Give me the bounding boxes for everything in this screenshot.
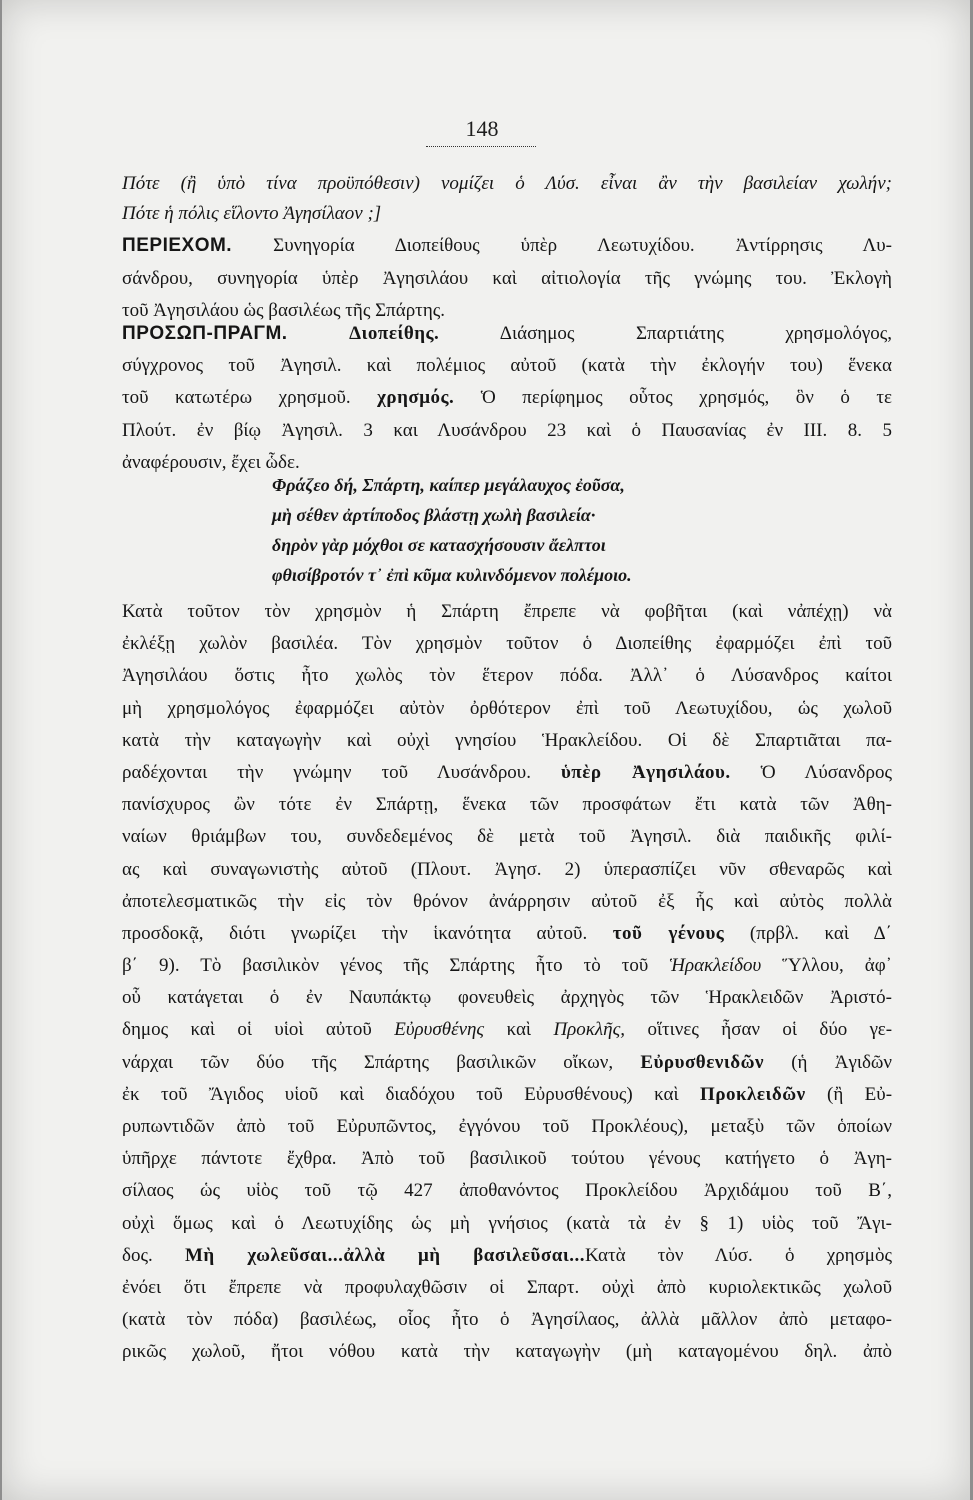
body-line: οὗ κατάγεται ὁ ἐν Ναυπάκτῳ φονευθεὶς ἀρχηγὸς τῶν Ἡρακλειδῶν Ἀριστό- — [122, 987, 892, 1009]
body-line: Ἀγησιλάου ὅστις ἦτο χωλὸς τὸν ἕτερον πόδα. Ἀλλ᾿ ὁ Λύσανδρος καίτοι — [122, 665, 892, 687]
body-line — [122, 1240, 892, 1272]
contents-line-1 — [122, 230, 892, 262]
persons-line-4: Πλούτ. ἐν βίῳ Ἀγησιλ. 3 και Λυσάνδρου 23 καὶ ὁ Παυσανίας ἐν ΙΙΙ. 8. 5 — [122, 419, 892, 441]
body-line — [122, 1047, 892, 1079]
body-text-span: καὶ — [506, 1019, 532, 1041]
body-text-span: δημος καὶ οἱ υἱοὶ αὐτοῦ — [122, 1019, 372, 1041]
body-text — [122, 596, 892, 1369]
term-me-choleusai: Μὴ χωλεῦσαι...ἀλλὰ μὴ βασιλεῦσαι... — [184, 1244, 585, 1266]
persons-text-3a: τοῦ κατωτέρω χρησμοῦ. — [122, 387, 351, 409]
body-text-span: προσδοκᾷ, διότι γνωρίζει τὴν ἱκανότητα αὐτοῦ. — [122, 922, 588, 944]
persons-label: ΠΡΟΣΩΠ-ΠΡΑΓΜ. — [122, 323, 288, 344]
persons-section — [122, 318, 892, 479]
body-text-span: νάρχαι τῶν δύο τῆς Σπάρτης βασιλικῶν οἴκων, — [122, 1051, 614, 1073]
body-line: (κατὰ τὸν πόδα) βασιλέως, οἷος ἦτο ὁ Ἀγησίλαος, ἀλλὰ μᾶλλον ἀπὸ μεταφο- — [122, 1309, 892, 1331]
italic-eurysthenes: Εὐρυσθένης — [394, 1019, 485, 1041]
body-line: Κατὰ τοῦτον τὸν χρησμὸν ἡ Σπάρτη ἔπρεπε νὰ φοβῆται (καὶ νἀπέχῃ) νὰ — [122, 601, 892, 622]
body-line: πανίσχυρος ὢν τότε ἐν Σπάρτῃ, ἕνεκα τῶν προσφάτων ἔτι κατὰ τῶν Ἀθη- — [122, 794, 892, 816]
body-line: ρυπωντιδῶν ἀπὸ τοῦ Εὐρυπῶντος, ἐγγόνου τοῦ Προκλέους), μεταξὺ τῶν ὁποίων — [122, 1116, 892, 1137]
term-tou-genous: τοῦ γένους — [612, 922, 725, 944]
question-line-2: Πότε ἡ πόλις εἵλοντο Ἀγησίλαον ;] — [122, 203, 382, 225]
body-line — [122, 918, 892, 950]
book-page — [2, 0, 970, 1500]
contents-label: ΠΕΡΙΕΧΟΜ. — [122, 235, 233, 257]
oracle-line-2: μὴ σέθεν ἀρτίποδος βλάστῃ χωλὴ βασιλεία· — [272, 505, 596, 525]
body-line: οὐχὶ ὅμως καὶ ὁ Λεωτυχίδης ὡς μὴ γνήσιος (κατὰ τὰ ἐν § 1) υἱὸς τοῦ Ἄγι- — [122, 1212, 892, 1234]
term-chresmos: χρησμός. — [377, 387, 455, 409]
oracle-verse — [272, 470, 772, 590]
persons-line-3 — [122, 382, 892, 414]
body-line: ρικῶς χωλοῦ, ἤτοι νόθου κατὰ τὴν καταγωγὴν (μὴ καταγομένου δηλ. ἀπὸ — [122, 1341, 892, 1363]
body-line: σίλαος ὡς υἱὸς τοῦ τῷ 427 ἀποθανόντος Προκλείδου Ἀρχιδάμου τοῦ Β΄, — [122, 1180, 892, 1202]
question-line-1: Πότε (ἢ ὑπὸ τίνα προϋπόθεσιν) νομίζει ὁ Λύσ. εἶναι ἂν τὴν βασιλείαν χωλήν; — [122, 173, 892, 194]
body-text-span: δος. — [122, 1244, 153, 1266]
body-line — [122, 1079, 892, 1111]
body-line — [122, 950, 892, 982]
oracle-line-4: φθισίβροτόν τ᾿ ἐπὶ κῦμα κυλινδόμενον πολέμοιο. — [272, 565, 632, 585]
body-line — [122, 757, 892, 789]
oracle-line-1: Φράζεο δή, Σπάρτη, καίπερ μεγάλαυχος ἐοῦσα, — [272, 475, 625, 495]
term-prokleiden: Προκλειδῶν — [700, 1083, 806, 1105]
term-hyper-agesilaou: ὑπὲρ Ἀγησιλάου. — [560, 761, 731, 783]
body-line — [122, 1014, 892, 1046]
contents-line-2: σάνδρου, συνηγορία ὑπὲρ Ἀγησιλάου καὶ αἰτιολογία τῆς γνώμης του. Ἐκλογὴ — [122, 267, 892, 289]
body-text-span: ἐκ τοῦ Ἄγιδος υἱοῦ καὶ διαδόχου τοῦ Εὐρυσθένους) καὶ — [122, 1083, 679, 1105]
intro-section — [122, 168, 892, 327]
term-eurystheniden: Εὐρυσθενιδῶν — [640, 1051, 764, 1073]
persons-line-5: ἀναφέρουσιν, ἔχει ὧδε. — [122, 451, 300, 473]
body-text-span: (ἢ Εὐ- — [827, 1083, 893, 1105]
body-text-span: οἵτινες ἦσαν οἱ δύο γε- — [647, 1019, 893, 1041]
oracle-line-3: δηρὸν γὰρ μόχθοι σε κατασχήσουσιν ἄελπτοι — [272, 535, 606, 555]
page-number-rule — [426, 146, 536, 147]
body-line: ὑπῆρχε πάντοτε ἔχθρα. Ἀπὸ τοῦ βασιλικοῦ τούτου γένους κατήγετο ὁ Ἀγη- — [122, 1148, 892, 1170]
body-text-span: ραδέχονται τὴν γνώμην τοῦ Λυσάνδρου. — [122, 761, 531, 783]
body-text-span: (ἡ Ἀγιδῶν — [791, 1051, 893, 1073]
persons-line-1 — [122, 318, 892, 350]
body-line: ἀποτελεσματικῶς τὴν εἰς τὸν θρόνον ἀνάρρησιν αὐτοῦ ἐξ ἧς καὶ αὐτὸς πολλὰ — [122, 890, 892, 912]
body-text-span: Ὕλλου, ἀφ᾿ — [782, 955, 892, 977]
body-line: κατὰ τὴν καταγωγὴν καὶ οὐχὶ γνησίου Ἡρακλείδου. Οἱ δὲ Σπαρτιᾶται πα- — [122, 729, 892, 751]
italic-prokles: Προκλῆς, — [553, 1019, 626, 1041]
persons-text-1: Διάσημος Σπαρτιάτης χρησμολόγος, — [499, 323, 893, 344]
italic-herakleidou: Ἡρακλείδου — [669, 955, 762, 977]
page-number: 148 — [465, 116, 499, 141]
contents-text-1: Συνηγορία Διοπείθους ὑπὲρ Λεωτυχίδου. Ἀντίρρησις Λυ- — [273, 235, 893, 257]
persons-text-3b: Ὁ περίφημος οὗτος χρησμός, ὃν ὁ τε — [480, 387, 892, 409]
body-line: μὴ χρησμολόγος ἐφαρμόζει αὐτὸν ὀρθότερον ἐπὶ τοῦ Λεωτυχίδου, ὡς χωλοῦ — [122, 697, 892, 719]
body-line: ναίων θριάμβων του, συνδεδεμένος δὲ μετὰ τοῦ Ἀγησιλ. διὰ παιδικῆς φιλί- — [122, 826, 892, 848]
persons-line-2: σύγχρονος τοῦ Ἀγησιλ. καὶ πολέμιος αὐτοῦ (κατὰ τὴν ἐκλογήν του) ἕνεκα — [122, 355, 892, 377]
term-diopeithes: Διοπείθης. — [349, 323, 440, 344]
body-line: ἐκλέξῃ χωλὸν βασιλέα. Τὸν χρησμὸν τοῦτον ὁ Διοπείθης ἐφαρμόζει ἐπὶ τοῦ — [122, 633, 892, 655]
contents-line-3: τοῦ Ἀγησιλάου ὡς βασιλέως τῆς Σπάρτης. — [122, 299, 446, 321]
body-text-span: Κατὰ τὸν Λύσ. ὁ χρησμὸς — [584, 1244, 893, 1266]
body-line: ἐνόει ὅτι ἔπρεπε νὰ προφυλαχθῶσιν οἱ Σπαρτ. οὐχὶ ἀπὸ κυριολεκτικῶς χωλοῦ — [122, 1276, 892, 1298]
body-line: ας καὶ συναγωνιστὴς αὐτοῦ (Πλουτ. Ἀγησ. 2) ὑπερασπίζει νῦν σθεναρῶς καὶ — [122, 858, 892, 880]
body-text-span: β΄ 9). Τὸ βασιλικὸν γένος τῆς Σπάρτης ἦτο τὸ τοῦ — [122, 955, 649, 977]
body-text-span: Ὁ Λύσανδρος — [760, 761, 892, 783]
body-text-span: (πρβλ. καὶ Δ΄ — [749, 922, 892, 944]
